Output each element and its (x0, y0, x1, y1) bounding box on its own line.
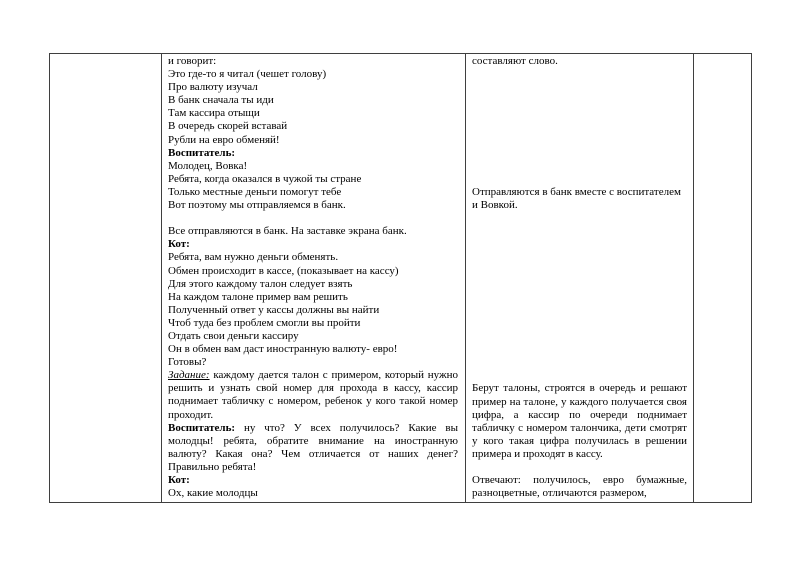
script-line: Вот поэтому мы отправляемся в банк. (168, 199, 346, 212)
action-paragraph: Отвечают: получилось, евро бумажные, разноцветные, отличаются размером, (472, 474, 687, 500)
script-line: В очередь скорей вставай (168, 120, 288, 133)
paragraph-lead: Кот: (168, 238, 190, 251)
empty-cell-right (694, 54, 751, 502)
script-line: Полученный ответ у кассы должны вы найти (168, 303, 380, 316)
script-line: Отдать свои деньги кассиру (168, 329, 299, 342)
paragraph-lead: Воспитатель: (168, 421, 236, 434)
script-line: На каждом талоне пример вам решить (168, 290, 348, 303)
empty-cell-left (50, 54, 162, 502)
script-line: Только местные деньги помогут тебе (168, 185, 342, 198)
script-line: Для этого каждому талон следует взять (168, 277, 353, 290)
script-line (168, 238, 458, 251)
script-line: В банк сначала ты иди (168, 94, 274, 107)
actions-column-cell (466, 54, 694, 502)
paragraph-lead: Кот: (168, 474, 190, 486)
script-column-cell (162, 54, 466, 502)
script-line (168, 212, 458, 225)
action-paragraph: Отправляются в банк вместе с воспитателем и Вовкой. (472, 185, 681, 212)
action-paragraph: составляют слово. (472, 55, 558, 67)
script-line: Там кассира отыщи (168, 107, 260, 120)
script-line: Ребята, когда оказался в чужой ты стране (168, 172, 362, 185)
script-line: Чтоб туда без проблем смогли вы пройти (168, 316, 361, 329)
script-line: Задание: каждому дается талон с примером, который нужно решить и узнать свой номер для прохода в кассу, кассир поднимает табличку с номером, ребенок у кого такой номер проходит. (168, 369, 458, 421)
script-line: Все отправляются в банк. На заставке экрана банк. (168, 225, 407, 238)
script-line (168, 147, 458, 160)
script-line: Воспитатель: ну что? У всех получилось? Какие вы молодцы! ребята, обратите внимание на иностранную валюту? Какая она? Чем отличается от наших денег? Правильно ребята! (168, 421, 458, 473)
script-line: Ох, какие молодцы (168, 487, 258, 500)
lesson-script-table (49, 53, 752, 503)
action-paragraph: Берут талоны, строятся в очередь и решают пример на талоне, у каждого получается своя цифра, а кассир по очереди поднимает табличку с номером талончика, дети смотрят у кого такая цифра получилась в решении примера и проходят в кассу. (472, 382, 687, 460)
script-line: Рубли на евро обменяй! (168, 133, 280, 146)
script-line: Обмен происходит в кассе, (показывает на кассу) (168, 264, 399, 277)
paragraph-lead: Воспитатель: (168, 146, 236, 159)
script-line: Готовы? (168, 356, 207, 369)
script-line: Это где-то я читал (чешет голову) (168, 68, 327, 81)
script-line: Молодец, Вовка! (168, 159, 248, 172)
paragraph-lead: Задание: (168, 369, 210, 382)
script-line (168, 474, 458, 487)
script-line: Про валюту изучал (168, 81, 258, 94)
script-line: и говорит: (168, 55, 217, 67)
script-line: Ребята, вам нужно деньги обменять. (168, 251, 339, 264)
script-line: Он в обмен вам даст иностранную валюту- евро! (168, 343, 398, 356)
